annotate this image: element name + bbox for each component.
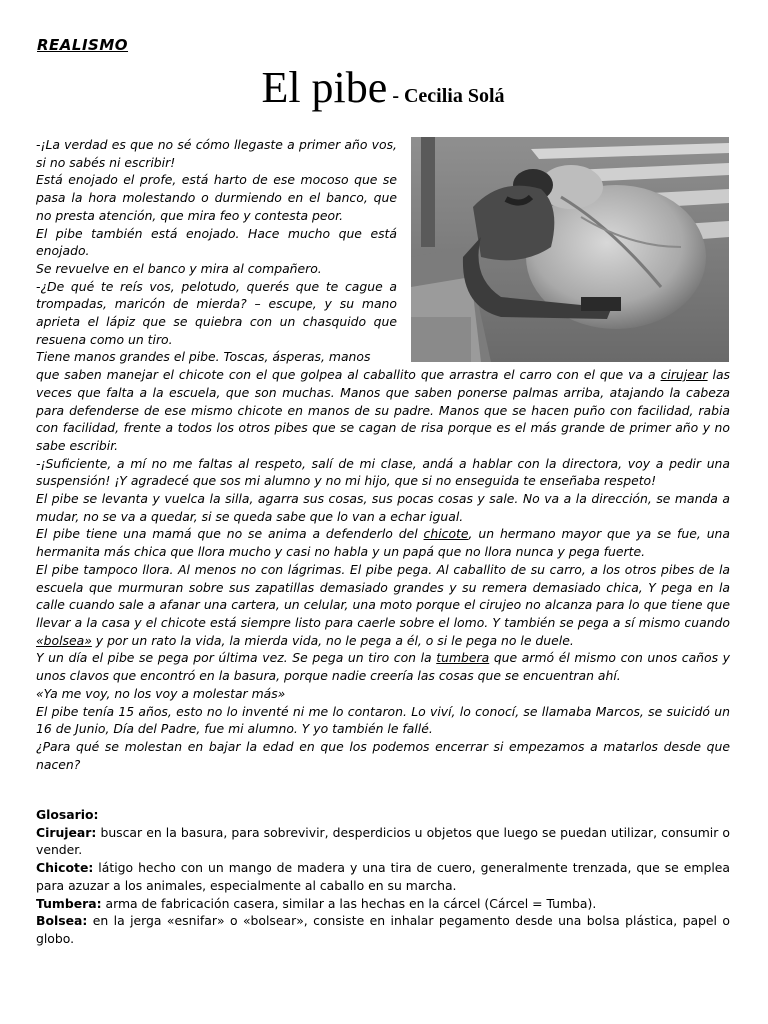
glossary-definition: en la jerga «esnifar» o «bolsear», consiste en inhalar pegamento desde una bolsa plástica, papel o globo. — [36, 913, 730, 946]
glossary-entry — [36, 859, 730, 894]
story-text: El pibe tampoco llora. Al menos no con lágrimas. El pibe pega. Al caballito de su carro, a los otros pibes de la escuela que murmuran sobre sus zapatillas demasiado grandes y su remera demasiado chica, Y pega en la calle cuando sale a afanar una cartera, un celular, una moto porque el cirujeo no alcanza para lo que tiene que llevar a la casa y el chicote está siempre listo para caerle sobre el lomo. Y también se pega a sí mismo cuando — [36, 561, 730, 630]
story-paragraph — [36, 366, 730, 455]
glossary-entry — [36, 824, 730, 859]
title-line — [36, 62, 730, 113]
glossary-term: Cirujear: — [36, 824, 97, 840]
story-paragraph: Tiene manos grandes el pibe. Toscas, ásperas, manos — [36, 349, 371, 365]
glossary-entry — [36, 912, 730, 947]
story-paragraph: El pibe también está enojado. Hace mucho que está enojado. — [36, 225, 397, 259]
glossary-term: Chicote: — [36, 860, 94, 876]
story-paragraph — [36, 561, 730, 650]
section-label: REALISMO — [37, 36, 129, 54]
glossary-definition: arma de fabricación casera, similar a las hechas en la cárcel (Cárcel = Tumba). — [101, 895, 597, 911]
story-text: El pibe tiene una mamá que no se anima a defenderlo del — [36, 526, 424, 542]
story-paragraph — [36, 649, 730, 684]
story-text: que armó él mismo con unos caños y unos clavos que encontró en la basura, porque nadie creería las cosas que se encuentran ahí. — [36, 650, 730, 684]
glossary-link-bolsea: «bolsea» — [36, 632, 92, 648]
story-body — [36, 136, 730, 773]
glossary-link-tumbera: tumbera — [436, 650, 490, 666]
story-text: Y un día el pibe se pega por última vez. Se pega un tiro con la — [36, 650, 437, 666]
story-paragraph: -¡Suficiente, a mí no me faltas al respeto, salí de mi clase, andá a hablar con la directora, voy a pedir una suspensión! ¡Y agradecé que sos mi alumno y no mi hijo, que si no enseguida te enseñaba respeto! — [36, 455, 730, 489]
glossary-definition: látigo hecho con un mango de madera y una tira de cuero, generalmente trenzada, que se emplea para azuzar a los animales, especialmente al caballo en su marcha. — [36, 860, 730, 893]
glossary-definition: buscar en la basura, para sobrevivir, desperdicios u objetos que luego se puedan utilizar, consumir o vender. — [36, 824, 730, 858]
story-paragraph: El pibe se levanta y vuelca la silla, agarra sus cosas, sus pocas cosas y sale. No va a la dirección, se manda a mudar, no se va a quedar, si se queda sabe que lo van a echar igual. — [36, 491, 730, 524]
story-quote: «Ya me voy, no los voy a molestar más» — [36, 685, 286, 701]
story-paragraph: El pibe tenía 15 años, esto no lo inventé ni me lo contaron. Lo viví, lo conocí, se llamaba Marcos, se suicidó un 16 de Junio, Día del Padre, fue mi alumno. Y yo también le fallé. — [36, 703, 730, 737]
story-paragraph: -¿De qué te reís vos, pelotudo, querés que te cague a trompadas, maricón de mierda? – escupe, y su mano aprieta el lápiz que se quiebra con un chasquido que resuena como un tiro. — [36, 278, 397, 347]
story-narrow-column — [36, 136, 397, 366]
glossary — [36, 806, 730, 948]
glossary-heading: Glosario: — [36, 807, 99, 822]
story-paragraph: Se revuelve en el banco y mira al compañero. — [36, 260, 322, 276]
story-text: las veces que falta a la escuela, que son muchas. Manos que saben ponerse palmas arriba, atajando la cabeza para defenderse de ese mismo chicote en manos de su padre. Manos que se hacen puño con facilidad, rabia con facilidad, frente a todos los otros pibes que se cagan de risa porque es el más grande de primer año y no sabe escribir. — [36, 367, 730, 453]
story-text: que saben manejar el chicote con el que golpea al caballito que arrastra el carro con el que va a — [36, 367, 661, 383]
document-page — [36, 0, 730, 1024]
story-text: , un hermano mayor que ya se fue, una hermanita más chica que llora mucho y casi no habla y un papá que no llora nunca y pega fuerte. — [36, 526, 730, 560]
story-paragraph: Está enojado el profe, está harto de ese mocoso que se pasa la hora molestando o durmiendo en el banco, que no presta atención, que mira feo y contesta peor. — [36, 172, 397, 223]
glossary-term: Bolsea: — [36, 913, 88, 929]
glossary-link-cirujear: cirujear — [660, 367, 708, 383]
story-text: y por un rato la vida, la mierda vida, no le pega a él, o si le pega no le duele. — [91, 632, 574, 648]
story-paragraph: ¿Para qué se molestan en bajar la edad en que los podemos encerrar si empezamos a matarlos desde que nacen? — [36, 738, 730, 772]
story-title: El pibe — [261, 63, 388, 112]
glossary-link-chicote: chicote — [423, 526, 469, 542]
story-author: - Cecilia Solá — [387, 85, 505, 107]
story-paragraph: -¡La verdad es que no sé cómo llegaste a primer año vos, si no sabés ni escribir! — [36, 137, 397, 170]
story-paragraph — [36, 525, 730, 560]
glossary-entry — [36, 895, 730, 913]
glossary-term: Tumbera: — [36, 895, 102, 911]
